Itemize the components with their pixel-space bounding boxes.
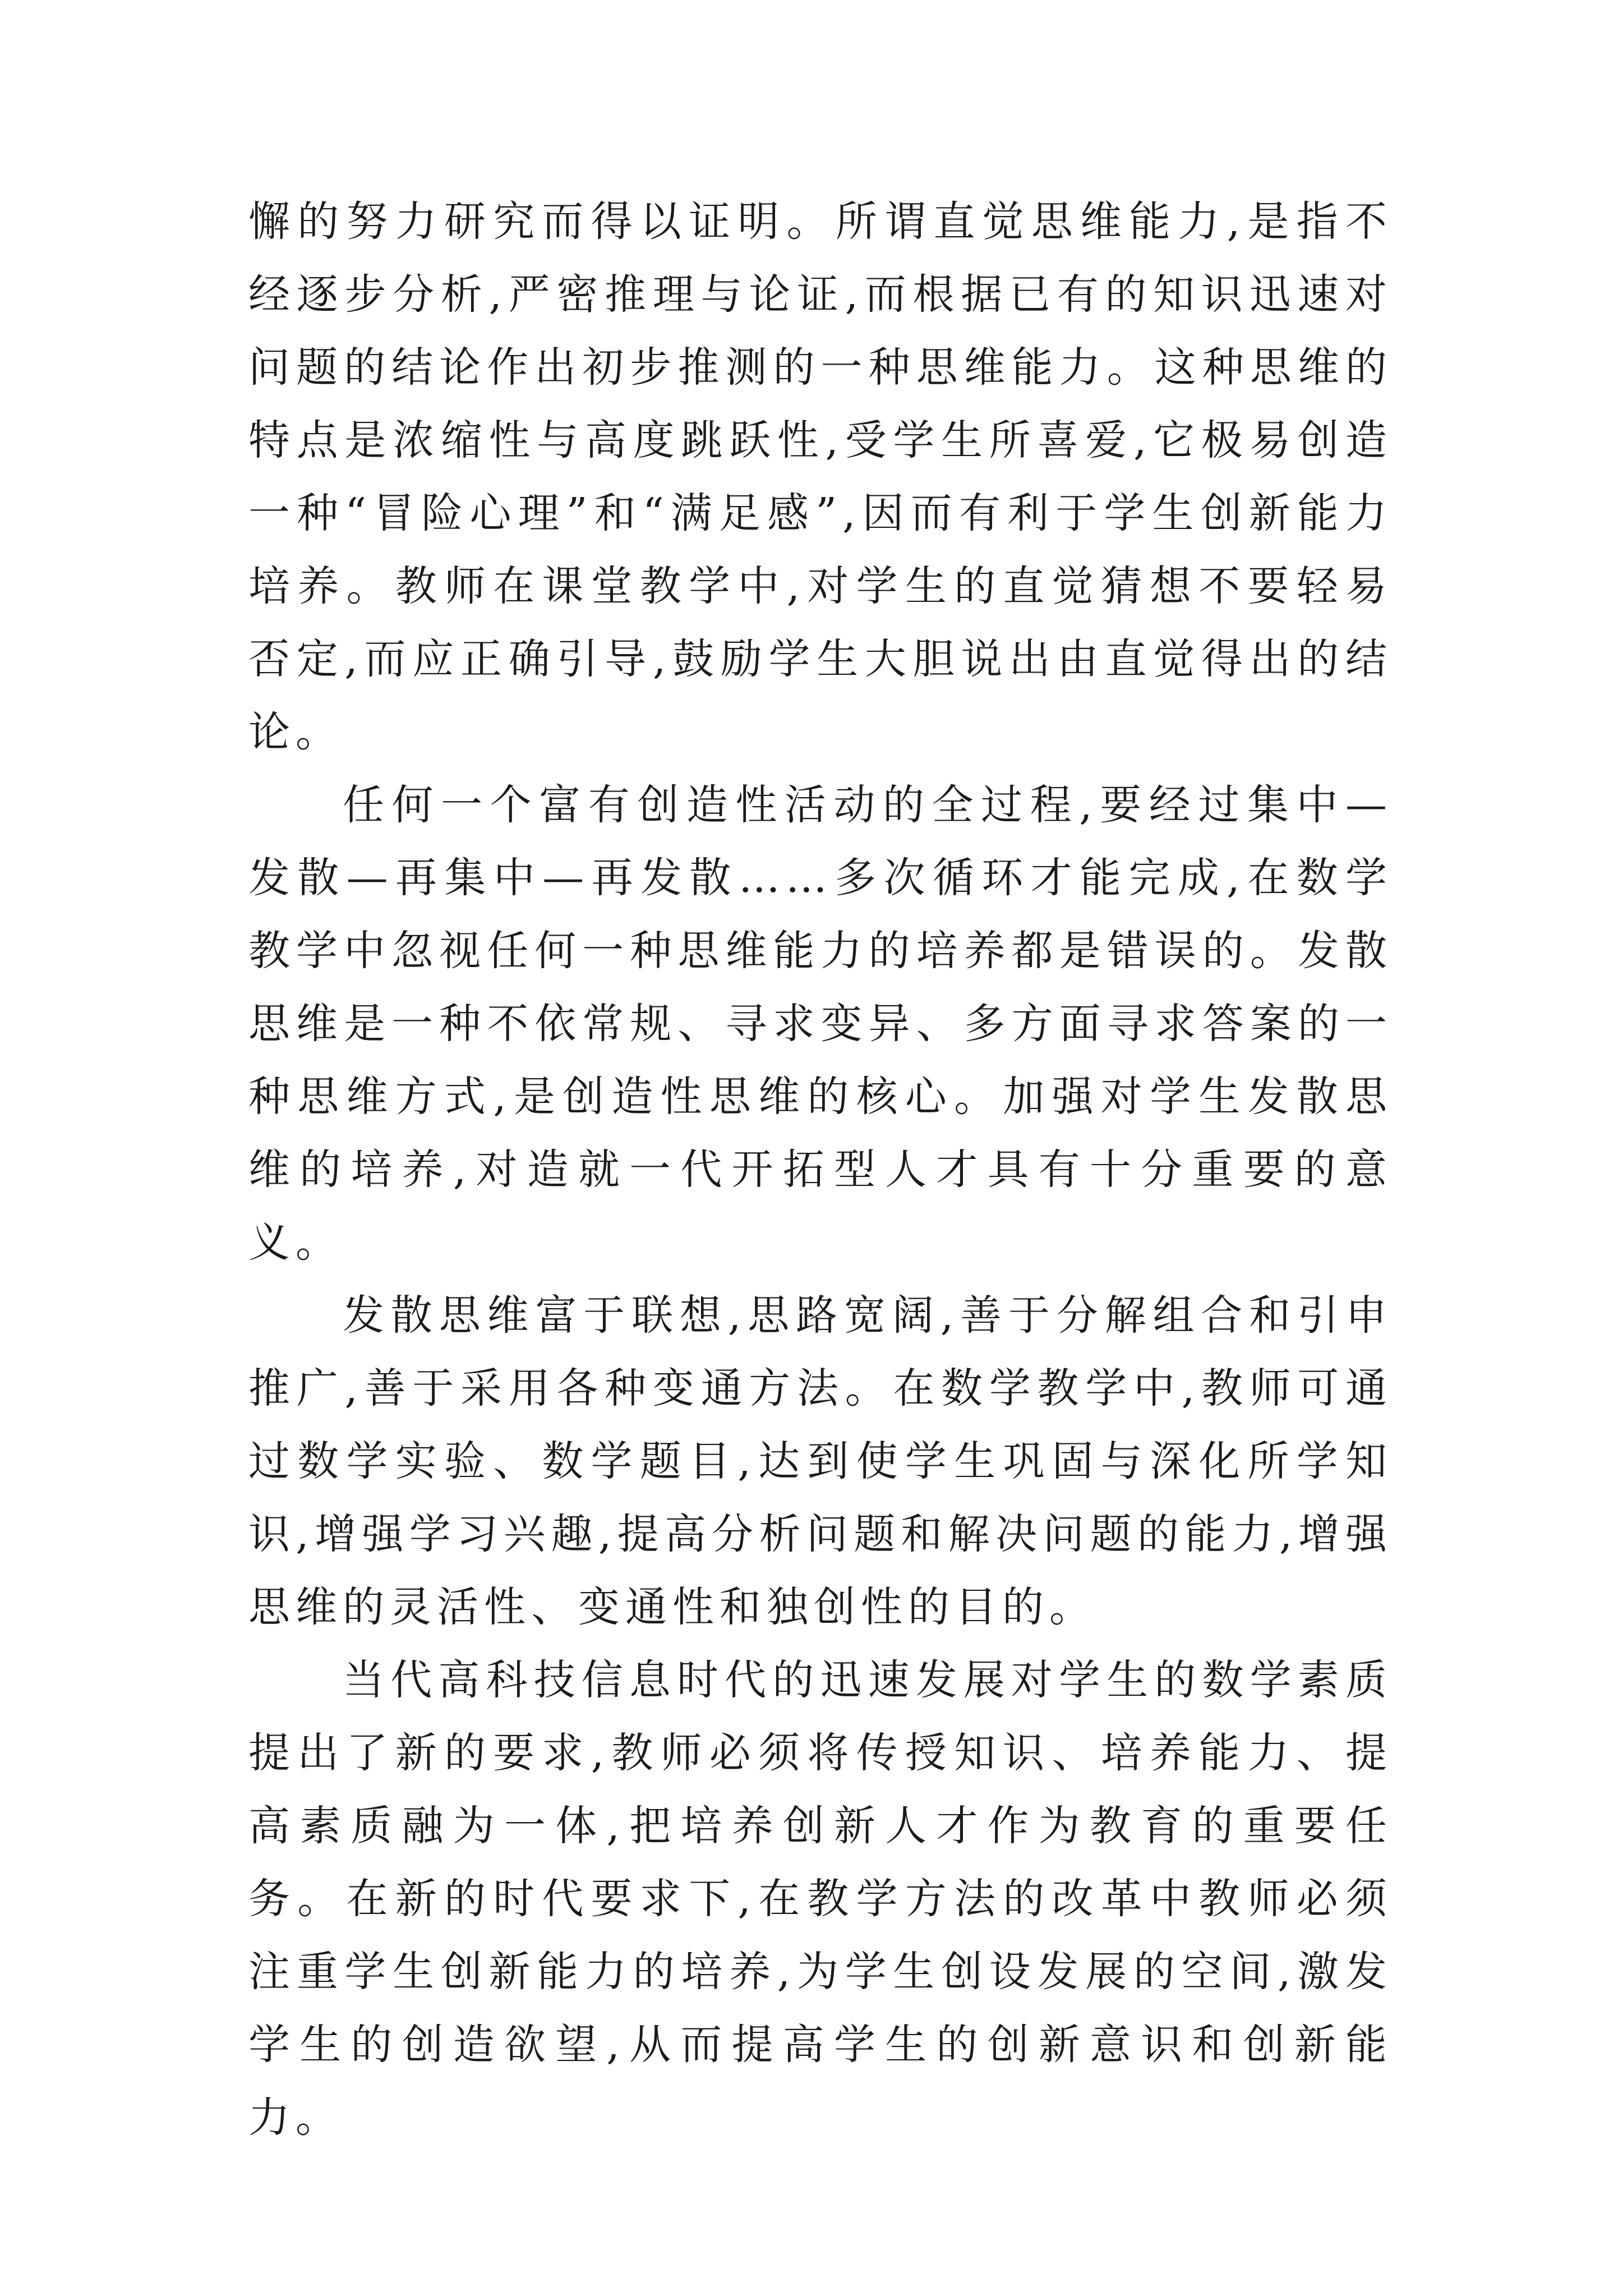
paragraph-creative-process: 任何一个富有创造性活动的全过程,要经过集中—发散—再集中—再发散……多次循环才能完成,在数学教学中忽视任何一种思维能力的培养都是错误的。发散思维是一种不依常规、寻求变异、多方面寻求答案的一种思维方式,是创造性思维的核心。加强对学生发散思维的培养,对造就一代开拓型人才具有十分重要的意义。 bbox=[248, 781, 1393, 1267]
paragraph-conclusion: 当代高科技信息时代的迅速发展对学生的数学素质提出了新的要求,教师必须将传授知识、培养能力、提高素质融为一体,把培养创新人才作为教育的重要任务。在新的时代要求下,在教学方法的改革中教师必须注重学生创新能力的培养,为学生创设发展的空间,激发学生的创造欲望,从而提高学生的创新意识和创新能力。 bbox=[248, 1656, 1393, 2142]
paragraph-intuitive-thinking: 懈的努力研究而得以证明。所谓直觉思维能力,是指不经逐步分析,严密推理与论证,而根据已有的知识迅速对问题的结论作出初步推测的一种思维能力。这种思维的特点是浓缩性与高度跳跃性,受学生所喜爱,它极易创造一种“冒险心理”和“满足感”,因而有利于学生创新能力培养。教师在课堂教学中,对学生的直觉猜想不要轻易否定,而应正确引导,鼓励学生大胆说出由直觉得出的结论。 bbox=[248, 197, 1393, 756]
body-text bbox=[248, 185, 1393, 2154]
paragraph-divergent-thinking: 发散思维富于联想,思路宽阔,善于分解组合和引申推广,善于采用各种变通方法。在数学教学中,教师可通过数学实验、数学题目,达到使学生巩固与深化所学知识,增强学习兴趣,提高分析问题和解决问题的能力,增强思维的灵活性、变通性和独创性的目的。 bbox=[248, 1291, 1393, 1631]
